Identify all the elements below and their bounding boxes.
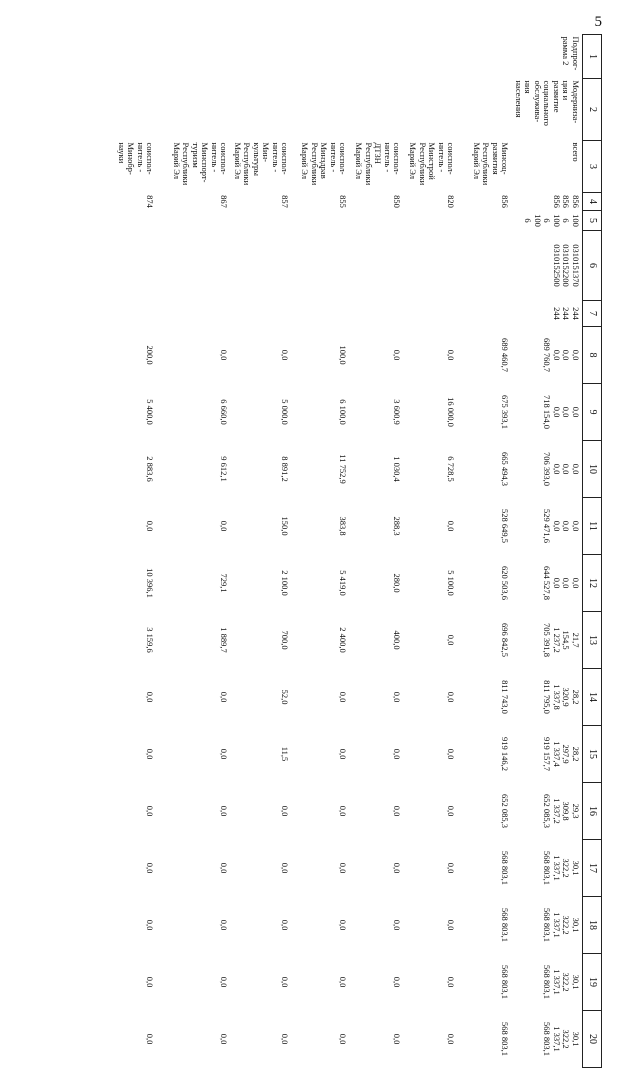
csr-code [349,231,403,301]
amount-cell: 2 100,0 [280,570,291,596]
amount-cell: 5 400,0 [145,399,156,425]
column-header-9: 9 [583,384,602,441]
amount-cell: 28,2 320,9 1 337,8 811 795,0 [542,680,581,714]
table-row [511,35,582,1068]
amount-cell: 5 000,0 [280,399,291,425]
amount-cell: 0,0 [446,634,457,646]
amount-cell: 21,7 154,5 1 237,2 705 391,8 [542,623,581,657]
program-cell [156,35,230,79]
table-row [291,35,349,1068]
table-row [349,35,403,1068]
grbs-code: 856 856 856 [551,195,581,208]
amount-cell: 0,0 [219,976,230,988]
column-header-13: 13 [583,612,602,669]
grbs-code: 857 [280,195,291,208]
amount-cell: 0,0 [392,748,403,760]
table-row [230,35,291,1068]
amount-cell: 0,0 [446,349,457,361]
amount-cell: 10 396,1 [145,568,156,598]
executor-name: соиспол- нитель - Минспорт- туризм Республики Марий Эл [171,142,230,186]
column-header-2: 2 [583,79,602,141]
amount-cell: 6 100,0 [338,399,349,425]
amount-cell: 0,0 [446,919,457,931]
amount-cell: 620 503,6 [500,566,511,600]
amount-cell: 100,0 [338,345,349,365]
amount-cell: 383,8 [338,516,349,536]
program-cell [112,35,156,79]
subprogram-title-cell [291,79,349,141]
column-header-10: 10 [583,441,602,498]
amount-cell: 0,0 [446,862,457,874]
subprogram-title-cell [403,79,457,141]
rzpr-code [403,211,457,231]
grbs-code: 856 [500,195,511,208]
program-cell [230,35,291,79]
subprogram-title-cell [156,79,230,141]
amount-cell: 0,0 [145,805,156,817]
vr-code [230,301,291,327]
executor-name: соиспол- нитель - Минздрав Республики Марий Эл [300,142,349,186]
amount-cell: 700,0 [280,630,291,650]
amount-cell: 280,0 [392,573,403,593]
amount-cell: 0,0 [446,691,457,703]
amount-cell: 0,0 0,0 0,0 718 154,0 [542,395,581,429]
table-row [457,35,511,1068]
column-header-6: 6 [583,231,602,301]
amount-cell: 568 803,1 [500,965,511,999]
amount-cell: 0,0 [145,862,156,874]
vr-code: 244 244 244 [551,307,581,320]
amount-cell: 0,0 [446,748,457,760]
amount-cell: 288,3 [392,516,403,536]
amount-cell: 0,0 [280,862,291,874]
amount-cell: 689 460,7 [500,338,511,372]
table-row [156,35,230,1068]
executor-name: соиспол- нитель - Мин- культуры Республики Марий Эл [232,142,291,186]
rzpr-code [156,211,230,231]
program-cell [349,35,403,79]
amount-cell: 0,0 [219,805,230,817]
amount-cell: 3 159,6 [145,627,156,653]
amount-cell: 8 891,2 [280,456,291,482]
column-header-7: 7 [583,301,602,327]
amount-cell: 696 842,5 [500,623,511,657]
amount-cell: 0,0 [280,349,291,361]
amount-cell: 0,0 [446,1033,457,1045]
amount-cell: 0,0 [219,349,230,361]
amount-cell: 665 494,3 [500,452,511,486]
program-cell [457,35,511,79]
amount-cell: 0,0 [392,691,403,703]
amount-cell: 0,0 [338,1033,349,1045]
csr-code [291,231,349,301]
amount-cell: 1 030,4 [392,456,403,482]
header-row [583,35,602,1068]
subprogram-title-cell [457,79,511,141]
amount-cell: 0,0 [219,862,230,874]
subprogram-title-cell [230,79,291,141]
amount-cell: 16 000,0 [446,397,457,427]
column-header-1: 1 [583,35,602,79]
amount-cell: 919 146,2 [500,737,511,771]
vr-code [403,301,457,327]
amount-cell: 0,0 [338,976,349,988]
grbs-code: 850 [392,195,403,208]
amount-cell: 0,0 [219,1033,230,1045]
rzpr-code: 1006 1006 1006 [523,214,581,227]
amount-cell: 0,0 [338,805,349,817]
amount-cell: 0,0 [392,1033,403,1045]
amount-cell: 0,0 0,0 0,0 644 527,8 [542,566,581,600]
rzpr-code [112,211,156,231]
amount-cell: 9 612,1 [219,456,230,482]
amount-cell: 5 419,0 [338,570,349,596]
grbs-code: 820 [446,195,457,208]
executor-name: соиспол- нитель - Минстрой Республики Марий Эл [408,142,457,186]
amount-cell: 52,0 [280,689,291,705]
amount-cell: 0,0 [280,805,291,817]
amount-cell: 0,0 [338,691,349,703]
amount-cell: 0,0 [145,520,156,532]
amount-cell: 11,5 [280,746,291,762]
amount-cell: 0,0 [392,919,403,931]
program-cell [291,35,349,79]
column-header-14: 14 [583,669,602,726]
amount-cell: 0,0 [392,349,403,361]
column-header-15: 15 [583,726,602,783]
amount-cell: 0,0 0,0 0,0 529 471,6 [542,509,581,543]
vr-code [112,301,156,327]
amount-cell: 0,0 [145,919,156,931]
amount-cell: 0,0 [392,805,403,817]
amount-cell: 0,0 [446,805,457,817]
amount-cell: 0,0 [145,976,156,988]
amount-cell: 0,0 [219,691,230,703]
amount-cell: 729,1 [219,573,230,593]
amount-cell: 652 085,3 [500,794,511,828]
amount-cell: 675 393,1 [500,395,511,429]
amount-cell: 30,1 322,2 1 337,1 568 803,1 [542,908,581,942]
column-header-3: 3 [583,141,602,193]
amount-cell: 0,0 [280,919,291,931]
subprogram-title-cell: Модерниза- ция и развитие социального обслужива- ния населения [513,80,581,126]
csr-code [457,231,511,301]
amount-cell: 0,0 [392,862,403,874]
executor-name: соиспол- нитель - ДТЗН Республики Марий Эл [354,142,403,186]
amount-cell: 528 649,5 [500,509,511,543]
budget-table [112,34,602,1068]
rzpr-code [230,211,291,231]
amount-cell: 6 660,0 [219,399,230,425]
amount-cell: 3 600,9 [392,399,403,425]
column-header-20: 20 [583,1011,602,1068]
amount-cell: 1 889,7 [219,627,230,653]
amount-cell: 568 803,1 [500,1022,511,1056]
executor-name: соиспол- нитель - Минобр- науки [116,142,156,175]
executor-name: Минсоц- развития Республики Марий Эл [471,142,511,186]
program-cell: Подпрог- раммa 2 [561,36,581,71]
page-number: 5 [594,14,602,30]
amount-cell: 5 100,0 [446,570,457,596]
grbs-code: 855 [338,195,349,208]
amount-cell: 0,0 [145,1033,156,1045]
column-header-16: 16 [583,783,602,840]
table-body [112,35,582,1068]
amount-cell: 0,0 [219,919,230,931]
amount-cell: 0,0 [280,976,291,988]
table-row [112,35,156,1068]
amount-cell: 0,0 [446,520,457,532]
amount-cell: 2 400,0 [338,627,349,653]
amount-cell: 0,0 [392,976,403,988]
vr-code [349,301,403,327]
amount-cell: 30,1 322,2 1 337,1 568 803,1 [542,965,581,999]
csr-code: 0310151370 0310152200 0310152500 [551,244,581,287]
amount-cell: 11 752,9 [338,454,349,484]
amount-cell: 2 883,6 [145,456,156,482]
column-header-19: 19 [583,954,602,1011]
column-header-12: 12 [583,555,602,612]
csr-code [156,231,230,301]
amount-cell: 28,2 297,9 1 337,4 919 157,7 [542,737,581,771]
column-header-5: 5 [583,211,602,231]
grbs-code: 867 [219,195,230,208]
column-header-11: 11 [583,498,602,555]
column-header-4: 4 [583,193,602,211]
amount-cell: 200,0 [145,345,156,365]
amount-cell: 0,0 [338,862,349,874]
subprogram-title-cell [112,79,156,141]
csr-code [403,231,457,301]
amount-cell: 30,1 322,2 1 337,1 568 803,1 [542,1022,581,1056]
program-cell [403,35,457,79]
amount-cell: 0,0 [280,1033,291,1045]
column-header-17: 17 [583,840,602,897]
amount-cell: 0,0 [219,748,230,760]
vr-code [457,301,511,327]
amount-cell: 30,1 322,2 1 337,1 568 803,1 [542,851,581,885]
amount-cell: 29,3 309,8 1 337,2 652 085,3 [542,794,581,828]
rzpr-code [457,211,511,231]
vr-code [156,301,230,327]
amount-cell: 0,0 [145,748,156,760]
csr-code [230,231,291,301]
rzpr-code [291,211,349,231]
subprogram-title-cell [349,79,403,141]
amount-cell: 568 803,1 [500,851,511,885]
amount-cell: 0,0 [219,520,230,532]
amount-cell: 0,0 [338,919,349,931]
grbs-code: 874 [145,195,156,208]
table-row [403,35,457,1068]
column-header-18: 18 [583,897,602,954]
vr-code [291,301,349,327]
csr-code [112,231,156,301]
amount-cell: 0,0 [446,976,457,988]
column-header-8: 8 [583,327,602,384]
executor-name: всего [571,142,581,162]
amount-cell: 400,0 [392,630,403,650]
budget-table-rotated [118,34,602,1064]
amount-cell: 811 743,0 [500,680,511,714]
amount-cell: 150,0 [280,516,291,536]
amount-cell: 0,0 0,0 0,0 706 393,0 [542,452,581,486]
amount-cell: 0,0 [145,691,156,703]
amount-cell: 0,0 0,0 0,0 689 760,7 [542,338,581,372]
amount-cell: 6 728,5 [446,456,457,482]
rzpr-code [349,211,403,231]
amount-cell: 0,0 [338,748,349,760]
amount-cell: 568 803,1 [500,908,511,942]
